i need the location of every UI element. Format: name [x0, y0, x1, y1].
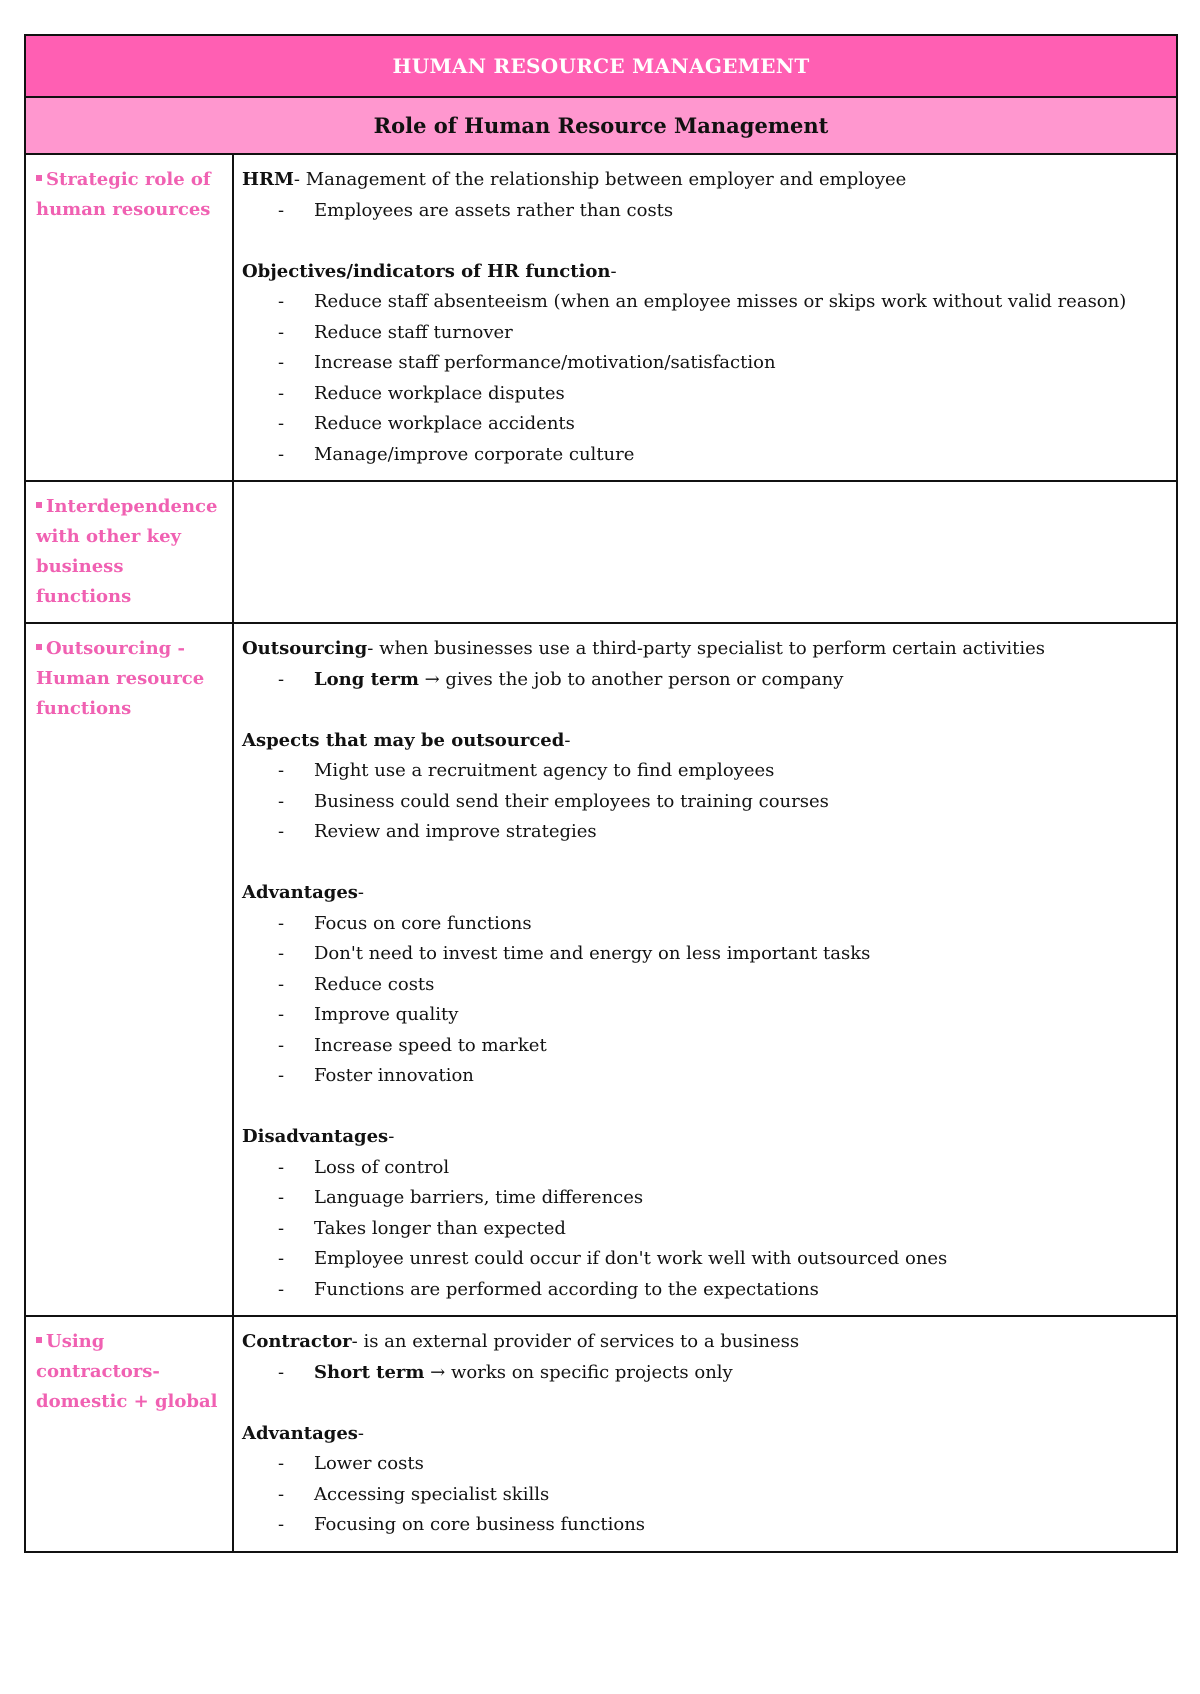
document-title: HUMAN RESOURCE MANAGEMENT — [25, 35, 1177, 97]
list-item — [242, 1061, 1168, 1092]
heading-text: - when businesses use a third-party specialist to perform certain activities — [367, 638, 1046, 659]
list-item — [242, 817, 1168, 848]
bullet-square-icon — [36, 502, 42, 508]
dash-bullet-icon: - — [278, 973, 285, 995]
block-heading — [242, 634, 1168, 665]
spacer — [242, 1388, 1168, 1419]
content-cell — [233, 481, 1177, 623]
heading-term: Disadvantages — [242, 1126, 389, 1147]
dash-bullet-icon: - — [278, 1156, 285, 1178]
dash-bullet-icon: - — [278, 1187, 285, 1208]
notes-table — [24, 34, 1178, 1553]
dash-bullet-icon: - — [278, 1065, 285, 1086]
list-item-text: → gives the job to another person or company — [418, 668, 844, 690]
list-item-text: Reduce workplace disputes — [314, 382, 565, 404]
list-item — [242, 665, 1168, 696]
block-heading — [242, 726, 1168, 757]
list-item — [242, 196, 1168, 227]
block-heading — [242, 257, 1168, 288]
list-item — [242, 1275, 1168, 1306]
heading-term: Aspects that may be outsourced — [242, 729, 565, 751]
bullet-list — [242, 1358, 1168, 1389]
heading-text: - — [357, 1422, 365, 1444]
heading-text: - — [610, 260, 617, 282]
dash-bullet-icon: - — [278, 1361, 285, 1383]
list-item-text: Loss of control — [314, 1156, 450, 1178]
dash-bullet-icon: - — [278, 668, 285, 690]
topic-cell — [25, 154, 233, 481]
list-item-text: Functions are performed according to the expectations — [314, 1278, 819, 1300]
list-item — [242, 409, 1168, 440]
list-item-text: Language barriers, time differences — [314, 1187, 644, 1208]
dash-bullet-icon: - — [278, 443, 285, 465]
spacer — [242, 226, 1168, 257]
heading-term: Outsourcing — [242, 638, 368, 659]
dash-bullet-icon: - — [278, 321, 285, 343]
list-item — [242, 756, 1168, 787]
list-item-text: Increase staff performance/motivation/satisfaction — [314, 352, 776, 373]
topic-row — [25, 1316, 1177, 1552]
dash-bullet-icon: - — [278, 1278, 285, 1300]
topic-row — [25, 481, 1177, 623]
dash-bullet-icon: - — [278, 1453, 285, 1474]
topic-label: Interdependence with other key business functions — [36, 496, 218, 607]
block-heading — [242, 1419, 1168, 1450]
list-item — [242, 318, 1168, 349]
bullet-list — [242, 1153, 1168, 1306]
list-item-text: Improve quality — [314, 1004, 459, 1025]
list-item-text: Accessing specialist skills — [314, 1483, 550, 1505]
list-item — [242, 1031, 1168, 1062]
bullet-square-icon — [36, 1337, 42, 1343]
list-item — [242, 440, 1168, 471]
topic-label: Outsourcing - Human resource functions — [36, 638, 205, 719]
list-item — [242, 379, 1168, 410]
section-title: Role of Human Resource Management — [25, 97, 1177, 154]
list-item — [242, 1510, 1168, 1541]
heading-text: - Management of the relationship between employer and employee — [293, 169, 907, 190]
list-item-term: Short term — [314, 1361, 425, 1383]
list-item — [242, 787, 1168, 818]
list-item — [242, 1214, 1168, 1245]
bullet-list — [242, 1449, 1168, 1541]
heading-term: Contractor — [242, 1331, 352, 1352]
content-cell — [233, 1316, 1177, 1552]
topic-label: Strategic role of human resources — [36, 169, 211, 220]
title-row — [25, 35, 1177, 97]
heading-text: - is an external provider of services to a business — [351, 1331, 800, 1352]
dash-bullet-icon: - — [278, 821, 285, 842]
list-item-text: Reduce staff turnover — [314, 321, 513, 343]
list-item-text: Manage/improve corporate culture — [314, 443, 635, 465]
spacer — [242, 695, 1168, 726]
list-item-term: Long term — [314, 668, 419, 690]
dash-bullet-icon: - — [278, 413, 285, 434]
heading-text: - — [564, 729, 571, 751]
dash-bullet-icon: - — [278, 1034, 285, 1056]
bullet-list — [242, 665, 1168, 696]
list-item-text: → works on specific projects only — [424, 1361, 733, 1383]
dash-bullet-icon: - — [278, 199, 285, 221]
bullet-square-icon — [36, 644, 42, 650]
dash-bullet-icon: - — [278, 1514, 285, 1535]
list-item — [242, 1153, 1168, 1184]
list-item-text: Business could send their employees to training courses — [314, 790, 829, 812]
list-item — [242, 1244, 1168, 1275]
dash-bullet-icon: - — [278, 943, 285, 964]
dash-bullet-icon: - — [278, 1217, 285, 1239]
dash-bullet-icon: - — [278, 1004, 285, 1025]
list-item-text: Reduce costs — [314, 973, 435, 995]
list-item-text: Foster innovation — [314, 1065, 474, 1086]
block-heading — [242, 878, 1168, 909]
list-item — [242, 970, 1168, 1001]
bullet-square-icon — [36, 175, 42, 181]
heading-term: Advantages — [242, 882, 358, 903]
list-item-text: Reduce staff absenteeism (when an employee misses or skips work without valid reason) — [314, 291, 1127, 312]
list-item-text: Increase speed to market — [314, 1034, 547, 1056]
list-item-text: Employee unrest could occur if don't work well with outsourced ones — [314, 1248, 948, 1269]
topic-row — [25, 623, 1177, 1316]
topic-cell — [25, 623, 233, 1316]
list-item-text: Focusing on core business functions — [314, 1514, 646, 1535]
notes-document — [24, 34, 1176, 1553]
content-cell — [233, 623, 1177, 1316]
list-item — [242, 1480, 1168, 1511]
topic-row — [25, 154, 1177, 481]
heading-text: - — [357, 882, 365, 903]
list-item-text: Focus on core functions — [314, 912, 532, 934]
heading-term: Objectives/indicators of HR function — [242, 260, 611, 282]
list-item — [242, 287, 1168, 318]
topic-cell — [25, 481, 233, 623]
bullet-list — [242, 287, 1168, 470]
heading-term: Advantages — [242, 1422, 358, 1444]
list-item — [242, 1183, 1168, 1214]
topic-cell — [25, 1316, 233, 1552]
list-item-text: Lower costs — [314, 1453, 424, 1474]
list-item — [242, 939, 1168, 970]
list-item-text: Don't need to invest time and energy on less important tasks — [314, 943, 871, 964]
list-item — [242, 348, 1168, 379]
dash-bullet-icon: - — [278, 1248, 285, 1269]
dash-bullet-icon: - — [278, 352, 285, 373]
list-item-text: Might use a recruitment agency to find employees — [314, 760, 775, 781]
list-item — [242, 1449, 1168, 1480]
list-item-text: Review and improve strategies — [314, 821, 597, 842]
heading-term: HRM — [242, 169, 294, 190]
block-heading — [242, 165, 1168, 196]
list-item-text: Reduce workplace accidents — [314, 413, 575, 434]
list-item-text: Employees are assets rather than costs — [314, 199, 674, 221]
list-item — [242, 909, 1168, 940]
dash-bullet-icon: - — [278, 760, 285, 781]
topic-rows — [25, 154, 1177, 1552]
list-item — [242, 1358, 1168, 1389]
subtitle-row — [25, 97, 1177, 154]
dash-bullet-icon: - — [278, 790, 285, 812]
spacer — [242, 848, 1168, 879]
topic-label: Using contractors- domestic + global — [36, 1331, 218, 1412]
dash-bullet-icon: - — [278, 1483, 285, 1505]
block-heading — [242, 1122, 1168, 1153]
heading-text: - — [388, 1126, 395, 1147]
bullet-list — [242, 756, 1168, 848]
bullet-list — [242, 196, 1168, 227]
block-heading — [242, 1327, 1168, 1358]
dash-bullet-icon: - — [278, 912, 285, 934]
dash-bullet-icon: - — [278, 382, 285, 404]
content-cell — [233, 154, 1177, 481]
list-item — [242, 1000, 1168, 1031]
spacer — [242, 1092, 1168, 1123]
bullet-list — [242, 909, 1168, 1092]
list-item-text: Takes longer than expected — [314, 1217, 566, 1239]
dash-bullet-icon: - — [278, 291, 285, 312]
